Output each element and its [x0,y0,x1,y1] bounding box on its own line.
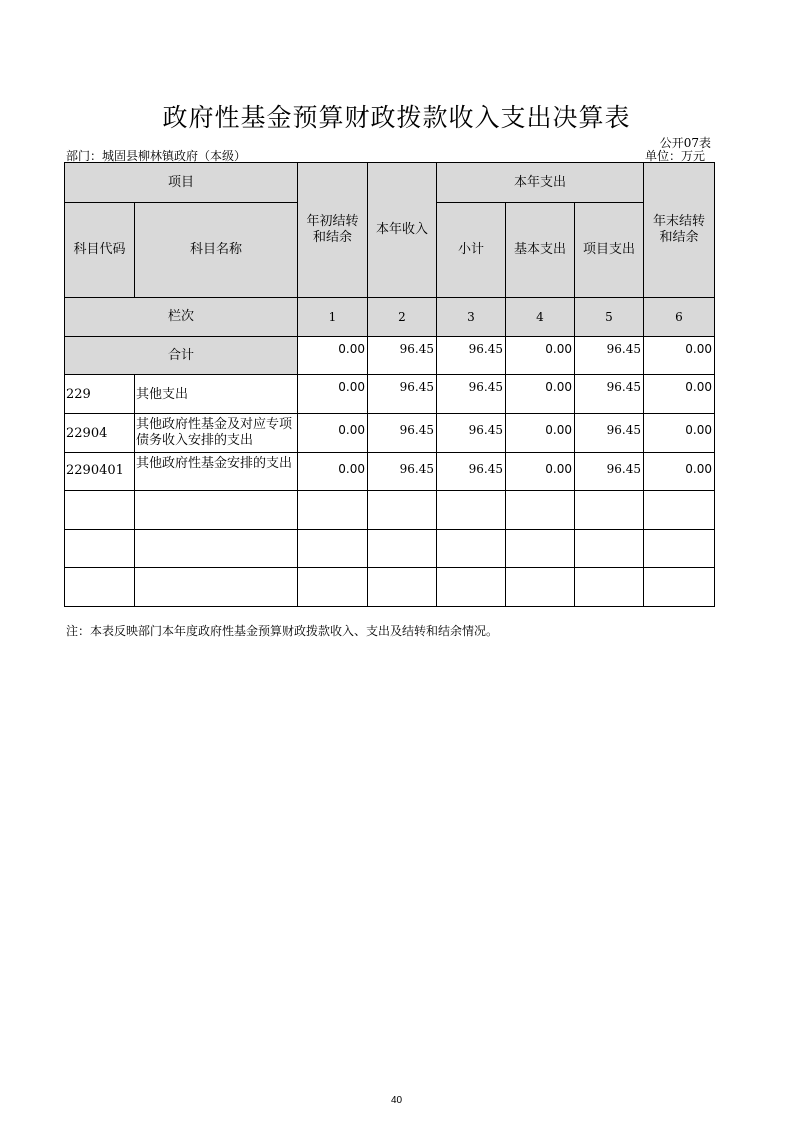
row-name: 其他政府性基金安排的支出 [135,453,298,491]
empty-cell [298,530,368,568]
column-index-6: 6 [644,298,715,337]
empty-cell [437,491,506,530]
row-value: 0.00 [506,414,575,453]
row-value: 96.45 [368,375,437,414]
row-code: 22904 [65,414,135,453]
row-value: 0.00 [644,453,715,491]
header-current-expense: 本年支出 [437,163,644,203]
page-number: 40 [390,1095,403,1106]
total-value: 0.00 [506,337,575,375]
total-label: 合计 [65,337,298,375]
header-subtotal: 小计 [437,203,506,298]
empty-cell [65,568,135,607]
header-begin-balance [298,163,368,298]
empty-cell [575,491,644,530]
empty-cell [575,530,644,568]
row-value: 0.00 [506,453,575,491]
column-index-label: 栏次 [65,298,298,337]
column-index-5: 5 [575,298,644,337]
budget-table [64,162,715,607]
empty-cell [575,568,644,607]
header-begin-balance-text: 年初结转和结余 [306,214,359,245]
column-index-3: 3 [437,298,506,337]
empty-cell [135,491,298,530]
total-value: 0.00 [298,337,368,375]
header-end-balance-text: 年末结转和结余 [652,214,705,245]
column-index-2: 2 [368,298,437,337]
empty-cell [644,530,715,568]
row-value: 0.00 [298,453,368,491]
row-value: 96.45 [437,453,506,491]
empty-cell [506,491,575,530]
header-current-income: 本年收入 [368,163,437,298]
header-end-balance [644,163,715,298]
row-value: 0.00 [644,375,715,414]
total-value: 0.00 [644,337,715,375]
empty-cell [298,491,368,530]
empty-cell [644,568,715,607]
empty-cell [506,530,575,568]
report-title: 政府性基金预算财政拨款收入支出决算表 [162,103,631,132]
column-index-4: 4 [506,298,575,337]
empty-cell [65,491,135,530]
header-subject-code: 科目代码 [65,203,135,298]
empty-cell [298,568,368,607]
empty-cell [368,491,437,530]
empty-cell [368,568,437,607]
total-value: 96.45 [368,337,437,375]
empty-cell [135,530,298,568]
header-subject-name: 科目名称 [135,203,298,298]
row-value: 96.45 [437,414,506,453]
row-value: 96.45 [575,453,644,491]
row-value: 96.45 [368,453,437,491]
empty-cell [65,530,135,568]
empty-cell [506,568,575,607]
row-value: 0.00 [506,375,575,414]
total-value: 96.45 [437,337,506,375]
header-project: 项目 [65,163,298,203]
empty-cell [437,530,506,568]
column-index-1: 1 [298,298,368,337]
table-note: 注：本表反映部门本年度政府性基金预算财政拨款收入、支出及结转和结余情况。 [66,624,499,638]
header-project-expense: 项目支出 [575,203,644,298]
row-code: 229 [65,375,135,414]
row-code: 2290401 [65,453,135,491]
empty-cell [644,491,715,530]
empty-cell [135,568,298,607]
form-code: 公开07表 [659,136,711,150]
row-value: 96.45 [368,414,437,453]
row-value: 96.45 [575,375,644,414]
row-value: 0.00 [298,414,368,453]
row-value: 96.45 [437,375,506,414]
unit-label: 单位：万元 [644,149,705,163]
row-value: 96.45 [575,414,644,453]
row-name: 其他支出 [135,375,298,414]
total-value: 96.45 [575,337,644,375]
row-value: 0.00 [298,375,368,414]
department-label: 部门：城固县柳林镇政府（本级） [66,149,247,163]
header-basic-expense: 基本支出 [506,203,575,298]
row-name: 其他政府性基金及对应专项债务收入安排的支出 [135,414,298,453]
empty-cell [368,530,437,568]
row-value: 0.00 [644,414,715,453]
empty-cell [437,568,506,607]
